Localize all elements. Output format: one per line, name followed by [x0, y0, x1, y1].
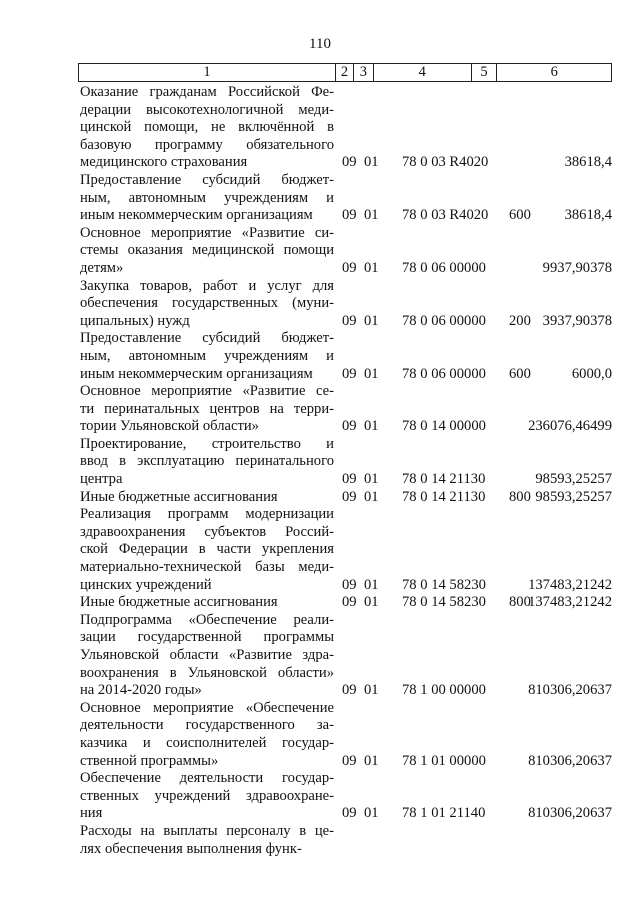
amount: 137483,21242	[528, 594, 612, 611]
code-target-article: 78 0 06 00000	[402, 312, 486, 329]
row-description	[80, 770, 334, 823]
description-line: лях обеспечения выполнения функ-	[80, 840, 302, 857]
description-line: материально-технической базы меди-	[80, 559, 334, 576]
header-col-2: 2	[336, 64, 354, 81]
header-col-1: 1	[79, 64, 336, 81]
code-target-article: 78 0 14 58230	[402, 576, 486, 593]
code-section: 01	[364, 365, 379, 382]
row-description	[80, 278, 334, 331]
row-description	[80, 700, 334, 770]
code-target-article: 78 0 14 21130	[402, 471, 486, 488]
description-line: тории Ульяновской области»	[80, 418, 259, 435]
description-line: на 2014-2020 годы»	[80, 682, 202, 699]
header-col-6: 6	[550, 64, 558, 80]
row-codes	[342, 577, 612, 595]
code-section: 01	[364, 312, 379, 329]
description-line: ввод в эксплуатацию перинатального	[80, 453, 334, 470]
description-line: Реализация программ модернизации	[80, 506, 334, 523]
description-line: детям»	[80, 259, 124, 276]
description-line: Оказание гражданам Российской Фе-	[80, 84, 334, 100]
table-row	[80, 383, 612, 436]
table-row	[80, 84, 612, 172]
row-description	[80, 84, 334, 172]
code-gr: 09	[342, 259, 357, 276]
description-line: Проектирование, строительство и	[80, 435, 334, 452]
description-line: зации государственной программы	[80, 629, 334, 646]
code-target-article: 78 0 06 00000	[402, 259, 486, 276]
description-line: Предоставление субсидий бюджет-	[80, 330, 334, 347]
table-row	[80, 700, 612, 770]
code-section: 01	[364, 488, 379, 505]
description-line: обеспечения государственных (муни-	[80, 295, 334, 312]
amount: 38618,4	[564, 154, 612, 171]
row-codes	[342, 805, 612, 823]
table-row	[80, 278, 612, 331]
amount: 137483,21242	[528, 576, 612, 593]
row-codes	[342, 841, 612, 859]
description-line: Иные бюджетные ассигнования	[80, 488, 278, 505]
amount: 98593,25257	[535, 471, 612, 488]
code-section: 01	[364, 682, 379, 699]
code-section: 01	[364, 418, 379, 435]
description-line: деятельности государственного за-	[80, 717, 334, 734]
code-gr: 09	[342, 682, 357, 699]
description-line: иным некоммерческим организациям	[80, 207, 313, 224]
row-codes	[342, 313, 612, 331]
code-gr: 09	[342, 154, 357, 171]
description-line: иным некоммерческим организациям	[80, 365, 313, 382]
row-codes	[342, 471, 612, 489]
table-row	[80, 436, 612, 489]
table-row	[80, 489, 612, 507]
code-target-article: 78 0 03 R4020	[402, 207, 489, 224]
code-gr: 09	[342, 365, 357, 382]
code-gr: 09	[342, 418, 357, 435]
amount: 98593,25257	[535, 488, 612, 505]
row-codes	[342, 154, 612, 172]
code-expense-type: 600	[509, 207, 531, 224]
description-line: Основное мероприятие «Развитие се-	[80, 383, 334, 400]
code-gr: 09	[342, 312, 357, 329]
description-line: ным, автономным учреждениям и	[80, 347, 334, 364]
amount: 6000,0	[571, 365, 612, 382]
row-codes	[342, 682, 612, 700]
header-col-3: 3	[354, 64, 374, 81]
table-row	[80, 823, 612, 858]
description-line: цинской помощи, не включённой в	[80, 119, 334, 136]
code-target-article: 78 1 01 00000	[402, 752, 486, 769]
table-row	[80, 770, 612, 823]
description-line: Подпрограмма «Обеспечение реали-	[80, 611, 334, 628]
table-header	[78, 63, 612, 82]
amount: 38618,4	[564, 207, 612, 224]
code-gr: 09	[342, 576, 357, 593]
code-expense-type: 600	[509, 365, 531, 382]
code-target-article: 78 0 03 R4020	[402, 154, 489, 171]
code-section: 01	[364, 576, 379, 593]
description-line: ципальных) нужд	[80, 312, 190, 329]
table-row	[80, 225, 612, 278]
table-row	[80, 330, 612, 383]
amount: 236076,46499	[528, 418, 612, 435]
row-codes	[342, 366, 612, 384]
description-line: ным, автономным учреждениям и	[80, 189, 334, 206]
code-gr: 09	[342, 805, 357, 822]
description-line: ственных учреждений здравоохране-	[80, 787, 334, 804]
code-target-article: 78 0 14 58230	[402, 594, 486, 611]
table-row	[80, 612, 612, 700]
description-line: Иные бюджетные ассигнования	[80, 594, 278, 611]
description-line: базовую программу обязательного	[80, 136, 334, 153]
description-line: Предоставление субсидий бюджет-	[80, 171, 334, 188]
header-col-5: 5	[472, 64, 498, 81]
description-line: здравоохранения субъектов Россий-	[80, 523, 334, 540]
description-line: ской Федерации в части укрепления	[80, 541, 334, 558]
description-line: медицинского страхования	[80, 154, 248, 171]
description-line: Расходы на выплаты персоналу в це-	[80, 822, 334, 839]
row-description	[80, 383, 334, 436]
code-target-article: 78 1 00 00000	[402, 682, 486, 699]
code-gr: 09	[342, 594, 357, 611]
row-codes	[342, 418, 612, 436]
row-description	[80, 489, 334, 507]
row-codes	[342, 753, 612, 771]
description-line: ственной программы»	[80, 752, 219, 769]
table-row	[80, 594, 612, 612]
description-line: воохранения в Ульяновской области»	[80, 664, 334, 681]
description-line: цинских учреждений	[80, 576, 212, 593]
code-section: 01	[364, 752, 379, 769]
description-line: дерации высокотехнологичной меди-	[80, 101, 334, 118]
row-description	[80, 436, 334, 489]
table-row	[80, 172, 612, 225]
code-section: 01	[364, 594, 379, 611]
row-codes	[342, 207, 612, 225]
row-description	[80, 823, 334, 858]
row-description	[80, 330, 334, 383]
code-section: 01	[364, 471, 379, 488]
row-description	[80, 172, 334, 225]
description-line: ти перинатальных центров на терри-	[80, 400, 334, 417]
row-description	[80, 612, 334, 700]
code-gr: 09	[342, 488, 357, 505]
code-section: 01	[364, 805, 379, 822]
description-line: Обеспечение деятельности государ-	[80, 770, 334, 787]
description-line: ния	[80, 805, 103, 822]
table-row	[80, 506, 612, 594]
header-col-4: 4	[374, 64, 472, 81]
amount: 3937,90378	[542, 312, 612, 329]
row-description	[80, 225, 334, 278]
row-codes	[342, 260, 612, 278]
amount: 810306,20637	[528, 805, 612, 822]
description-line: Закупка товаров, работ и услуг для	[80, 277, 334, 294]
code-section: 01	[364, 154, 379, 171]
code-expense-type: 800	[509, 488, 531, 505]
code-expense-type: 800	[509, 594, 531, 611]
code-expense-type: 200	[509, 312, 531, 329]
page-number: 110	[309, 36, 331, 52]
description-line: Ульяновской области «Развитие здра-	[80, 647, 334, 663]
code-gr: 09	[342, 471, 357, 488]
code-gr: 09	[342, 752, 357, 769]
row-description	[80, 506, 334, 594]
amount: 810306,20637	[528, 682, 612, 699]
description-line: Основное мероприятие «Обеспечение	[80, 699, 334, 716]
row-codes	[342, 594, 612, 612]
amount: 9937,90378	[542, 259, 612, 276]
description-line: центра	[80, 471, 123, 488]
description-line: стемы оказания медицинской помощи	[80, 242, 334, 259]
code-target-article: 78 0 14 00000	[402, 418, 486, 435]
amount: 810306,20637	[528, 752, 612, 769]
code-gr: 09	[342, 207, 357, 224]
description-line: Основное мероприятие «Развитие си-	[80, 224, 334, 241]
code-target-article: 78 0 14 21130	[402, 488, 486, 505]
code-section: 01	[364, 207, 379, 224]
table-body	[80, 84, 612, 858]
description-line: казчика и соисполнителей государ-	[80, 734, 334, 751]
code-section: 01	[364, 259, 379, 276]
code-target-article: 78 1 01 21140	[402, 805, 486, 822]
code-target-article: 78 0 06 00000	[402, 365, 486, 382]
row-codes	[342, 489, 612, 507]
row-description	[80, 594, 334, 612]
